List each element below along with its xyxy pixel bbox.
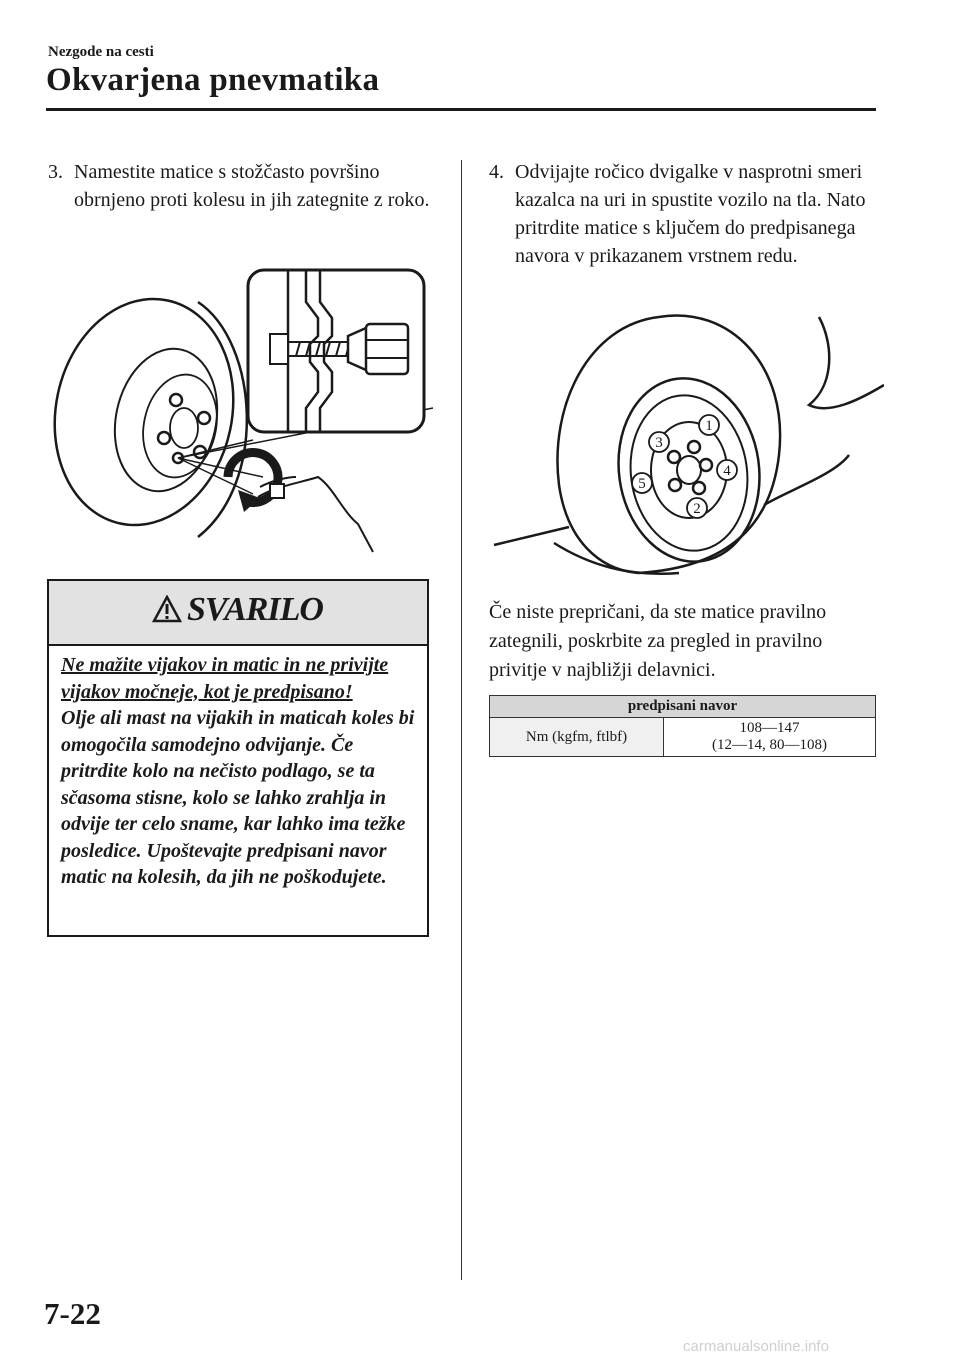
step-number: 4. <box>489 161 504 183</box>
section-label: Nezgode na cesti <box>48 44 154 60</box>
tightening-order-illustration <box>489 305 884 590</box>
warning-text: Olje ali mast na vijakih in maticah koles bi omogočila samodejno odvijanje. Če pritrdite kolo na nečisto podlago, se ta sčasoma stisne, kolo se lahko zrahlja in odvije ter celo sname, kar lahko ima težke posledice. Upoštevajte predpisani navor matic na kolesih, da jih ne poškodujete. <box>61 707 415 888</box>
order-label-3: 3 <box>655 435 663 451</box>
step-3 <box>48 158 438 214</box>
order-label-5: 5 <box>638 476 646 492</box>
torque-table <box>489 695 876 757</box>
order-label-2: 2 <box>693 501 701 517</box>
wheel-nut-illustration <box>48 262 438 562</box>
step-text: Namestite matice s stožčasto površino obrnjeno proti kolesu in jih zategnite z roko. <box>74 161 430 211</box>
page-number: 7-22 <box>44 1296 101 1331</box>
torque-value-line1: 108—147 <box>739 720 800 736</box>
warning-header <box>49 581 427 646</box>
watermark: carmanualsonline.info <box>683 1338 829 1355</box>
workshop-note: Če niste prepričani, da ste matice pravilno zategnili, poskrbite za pregled in pravilno privitje v najbližji delavnici. <box>489 601 827 681</box>
page-title: Okvarjena pnevmatika <box>46 62 380 98</box>
warning-heading: Ne mažite vijakov in matic in ne privijte vijakov močneje, kot je predpisano! <box>61 654 389 703</box>
torque-value-cell <box>664 718 876 757</box>
warning-body <box>49 646 427 897</box>
torque-unit-cell: Nm (kgfm, ftlbf) <box>490 718 664 757</box>
order-label-4: 4 <box>723 463 731 479</box>
column-separator <box>461 160 462 1280</box>
torque-value-line2: (12—14, 80—108) <box>712 737 827 753</box>
step-number: 3. <box>48 161 63 183</box>
step-text: Odvijajte ročico dvigalke v nasprotni smeri kazalca na uri in spustite vozilo na tla. Nato pritrdite matice s ključem do predpisanega navora v prikazanem vrstnem redu. <box>515 161 866 267</box>
warning-label: SVARILO <box>187 591 323 628</box>
torque-table-header: predpisani navor <box>490 696 876 718</box>
warning-triangle-icon <box>152 595 182 623</box>
warning-box <box>47 579 429 937</box>
title-rule <box>46 108 876 111</box>
order-label-1: 1 <box>705 418 713 434</box>
step-4 <box>489 158 884 270</box>
